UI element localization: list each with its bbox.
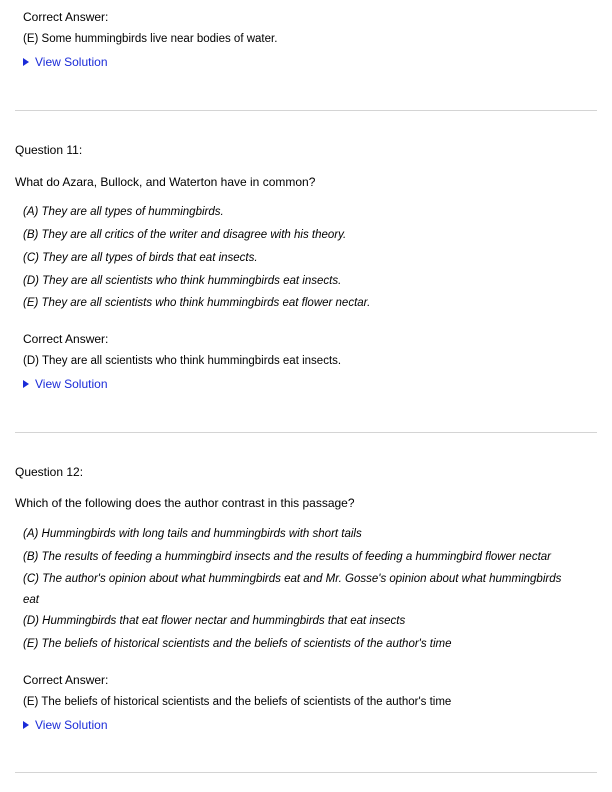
section-divider [15, 432, 597, 433]
question-number: Question 11: [15, 143, 83, 157]
correct-answer-label: Correct Answer: [23, 332, 109, 346]
question-prompt: What do Azara, Bullock, and Waterton have in common? [15, 175, 316, 189]
section-divider [15, 772, 597, 773]
option-c-continued[interactable]: eat [23, 594, 39, 606]
option-a[interactable]: (A) They are all types of hummingbirds. [23, 206, 224, 218]
option-d[interactable]: (D) They are all scientists who think hummingbirds eat insects. [23, 275, 342, 287]
view-solution-link[interactable] [23, 718, 108, 732]
play-triangle-icon [23, 380, 29, 388]
play-triangle-icon [23, 58, 29, 66]
view-solution-label: View Solution [35, 377, 108, 391]
option-a[interactable]: (A) Hummingbirds with long tails and hummingbirds with short tails [23, 528, 362, 540]
option-c[interactable]: (C) The author's opinion about what hummingbirds eat and Mr. Gosse's opinion about what hummingbirds [23, 573, 562, 585]
option-b[interactable]: (B) The results of feeding a hummingbird insects and the results of feeding a hummingbird flower nectar [23, 551, 551, 563]
option-e[interactable]: (E) They are all scientists who think hummingbirds eat flower nectar. [23, 297, 371, 309]
correct-answer-text: (E) The beliefs of historical scientists and the beliefs of scientists of the author's time [23, 696, 452, 708]
correct-answer-text: (D) They are all scientists who think hummingbirds eat insects. [23, 355, 342, 367]
question-number: Question 12: [15, 465, 84, 479]
view-solution-label: View Solution [35, 718, 108, 732]
section-divider [15, 110, 597, 111]
correct-answer-label: Correct Answer: [23, 10, 109, 24]
option-e[interactable]: (E) The beliefs of historical scientists and the beliefs of scientists of the author's time [23, 638, 452, 650]
option-b[interactable]: (B) They are all critics of the writer and disagree with his theory. [23, 229, 347, 241]
question-prompt: Which of the following does the author contrast in this passage? [15, 496, 355, 510]
view-solution-link[interactable] [23, 377, 108, 391]
option-d[interactable]: (D) Hummingbirds that eat flower nectar and hummingbirds that eat insects [23, 615, 406, 627]
view-solution-label: View Solution [35, 55, 108, 69]
option-c[interactable]: (C) They are all types of birds that eat insects. [23, 252, 258, 264]
view-solution-link[interactable] [23, 55, 108, 69]
correct-answer-text: (E) Some hummingbirds live near bodies of water. [23, 33, 278, 45]
play-triangle-icon [23, 721, 29, 729]
correct-answer-label: Correct Answer: [23, 673, 109, 687]
